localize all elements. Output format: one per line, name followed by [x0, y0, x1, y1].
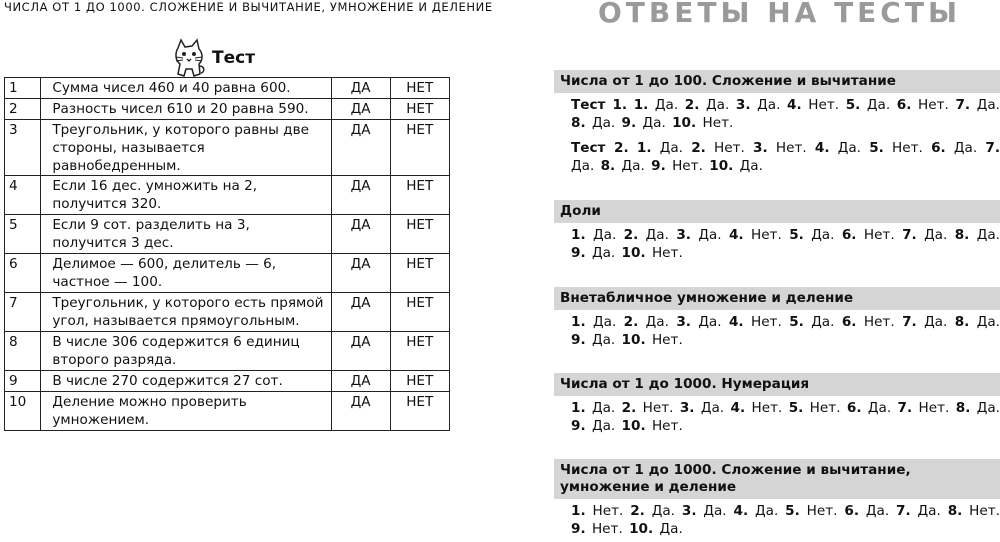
answer-number: 9.	[651, 157, 666, 174]
answer-number: 1.	[636, 140, 652, 156]
answer-number: 9.	[571, 331, 586, 348]
answer-number: 5.	[785, 503, 800, 519]
answer-number: 9.	[571, 417, 586, 434]
answer-number: 6.	[841, 227, 857, 243]
answer-number: 3.	[679, 400, 695, 416]
answer-number: 5.	[845, 97, 861, 113]
answer-number: 6.	[931, 140, 946, 156]
answer-number: 8.	[947, 503, 963, 519]
answer-no: НЕТ	[390, 254, 449, 293]
answer-number: 10.	[629, 520, 654, 537]
answer-yes: ДА	[331, 371, 390, 392]
answer-number: 5.	[789, 314, 804, 330]
row-number: 1	[5, 78, 41, 99]
row-number: 9	[5, 371, 41, 392]
answer-number: 2.	[623, 227, 639, 243]
answer-yes: ДА	[331, 99, 390, 120]
answer-number: 1.	[571, 400, 586, 416]
answer-number: 10.	[621, 331, 646, 348]
answer-no: НЕТ	[390, 176, 449, 215]
row-number: 8	[5, 332, 41, 371]
row-number: 4	[5, 176, 41, 215]
answer-no: НЕТ	[390, 293, 449, 332]
answer-number: 5.	[789, 227, 804, 243]
answer-number: 7.	[902, 314, 917, 330]
answer-no: НЕТ	[390, 120, 449, 176]
answer-line: Тест 1. 1. Да. 2. Да. 3. Да. 4. Нет. 5. Да. 6. Нет. 7. Да. 8. Да. 9. Да. 10. Нет.	[571, 97, 1000, 131]
answer-number: 4.	[787, 97, 802, 113]
answer-yes: ДА	[331, 78, 390, 99]
answer-number: 9.	[571, 244, 586, 261]
answer-number: 8.	[954, 227, 970, 243]
answer-number: 6.	[841, 314, 857, 330]
row-number: 6	[5, 254, 41, 293]
answer-yes: ДА	[331, 176, 390, 215]
question-text: Делимое — 600, делитель — 6, частное — 100.	[41, 254, 331, 293]
answer-line: 1. Да. 2. Да. 3. Да. 4. Нет. 5. Да. 6. Нет. 7. Да. 8. Да. 9. Да. 10. Нет.	[571, 227, 1000, 261]
answer-number: 7.	[896, 503, 911, 519]
answer-number: 10.	[672, 114, 697, 131]
answer-number: 10.	[621, 417, 646, 434]
answer-number: 1.	[571, 314, 586, 330]
table-row	[5, 120, 450, 176]
answer-number: 5.	[788, 400, 804, 416]
question-text: Треугольник, у которого есть прямой угол, называется прямоугольным.	[41, 293, 331, 332]
section-heading: Доли	[554, 200, 1000, 223]
test-table	[4, 77, 450, 431]
answer-number: 10.	[709, 157, 734, 174]
section-heading: Внетабличное умножение и деление	[554, 287, 1000, 310]
answer-number: 8.	[954, 314, 970, 330]
answer-number: 3.	[681, 503, 697, 519]
answer-section	[554, 373, 1000, 439]
answer-number: 1.	[571, 503, 586, 519]
answer-no: НЕТ	[390, 215, 449, 254]
answer-no: НЕТ	[390, 99, 449, 120]
answer-number: 4.	[728, 227, 744, 243]
answer-yes: ДА	[331, 293, 390, 332]
answer-number: 5.	[869, 140, 884, 156]
answer-yes: ДА	[331, 120, 390, 176]
question-text: В числе 306 содержится 6 единиц второго разряда.	[41, 332, 331, 371]
answer-number: 3.	[676, 314, 691, 330]
answer-line: 1. Да. 2. Да. 3. Да. 4. Нет. 5. Да. 6. Нет. 7. Да. 8. Да. 9. Да. 10. Нет.	[571, 314, 1000, 348]
row-number: 2	[5, 99, 41, 120]
answer-line: Тест 2. 1. Да. 2. Нет. 3. Нет. 4. Да. 5. Нет. 6. Да. 7. Да. 8. Да. 9. Нет. 10. Да.	[571, 140, 1000, 174]
answer-number: 9.	[571, 520, 586, 537]
answer-no: НЕТ	[390, 371, 449, 392]
row-number: 7	[5, 293, 41, 332]
table-row	[5, 99, 450, 120]
row-number: 10	[5, 392, 41, 431]
table-row	[5, 392, 450, 431]
row-number: 5	[5, 215, 41, 254]
answer-section	[554, 70, 1000, 179]
table-row	[5, 371, 450, 392]
answer-no: НЕТ	[390, 332, 449, 371]
answer-number: 3.	[753, 140, 768, 156]
cat-mascot-icon	[172, 38, 206, 78]
table-row	[5, 254, 450, 293]
answer-yes: ДА	[331, 392, 390, 431]
answer-number: 2.	[623, 314, 639, 330]
answer-number: 4.	[728, 314, 744, 330]
answer-number: 7.	[955, 97, 971, 113]
answer-number: 1.	[571, 227, 586, 243]
question-text: Треугольник, у которого равны две стороны, называется равнобедренным.	[41, 120, 331, 176]
section-heading: Числа от 1 до 1000. Сложение и вычитание, умножение и деление	[554, 459, 1000, 499]
answer-no: НЕТ	[390, 78, 449, 99]
question-text: Сумма чисел 460 и 40 равна 600.	[41, 78, 331, 99]
test-heading	[172, 36, 255, 80]
answer-number: 2.	[621, 400, 637, 416]
answer-number: 7.	[897, 400, 913, 416]
answer-no: НЕТ	[390, 392, 449, 431]
row-number: 3	[5, 120, 41, 176]
answer-number: 8.	[955, 400, 971, 416]
answer-number: 3.	[735, 97, 751, 113]
answer-number: 6.	[844, 503, 859, 519]
running-head: ЧИСЛА ОТ 1 ДО 1000. СЛОЖЕНИЕ И ВЫЧИТАНИЕ, УМНОЖЕНИЕ И ДЕЛЕНИЕ	[4, 0, 493, 14]
test-prefix: Тест 2.	[571, 140, 629, 156]
answer-number: 6.	[896, 97, 912, 113]
answer-yes: ДА	[331, 332, 390, 371]
answer-number: 2.	[630, 503, 645, 519]
answer-line: 1. Нет. 2. Да. 3. Да. 4. Да. 5. Нет. 6. Да. 7. Да. 8. Нет. 9. Нет. 10. Да.	[571, 503, 1000, 537]
answer-number: 2.	[684, 97, 700, 113]
answer-number: 6.	[846, 400, 862, 416]
section-heading: Числа от 1 до 100. Сложение и вычитание	[554, 70, 1000, 93]
answer-number: 10.	[621, 244, 646, 261]
question-text: Если 9 сот. разделить на 3, получится 3 дес.	[41, 215, 331, 254]
answer-number: 7.	[902, 227, 917, 243]
answer-line: 1. Да. 2. Нет. 3. Да. 4. Нет. 5. Нет. 6. Да. 7. Нет. 8. Да. 9. Да. 10. Нет.	[571, 400, 1000, 434]
answer-section	[554, 287, 1000, 353]
answer-yes: ДА	[331, 215, 390, 254]
table-row	[5, 215, 450, 254]
answer-number: 4.	[814, 140, 830, 156]
question-text: В числе 270 содержится 27 сот.	[41, 371, 331, 392]
left-page	[0, 0, 493, 536]
answer-number: 2.	[691, 140, 706, 156]
section-heading: Числа от 1 до 1000. Нумерация	[554, 373, 1000, 396]
answer-number: 8.	[600, 157, 616, 174]
table-row	[5, 293, 450, 332]
answer-number: 3.	[676, 227, 691, 243]
answer-number: 7.	[985, 140, 1000, 156]
table-row	[5, 78, 450, 99]
answers-title: ОТВЕТЫ НА ТЕСТЫ	[598, 0, 961, 29]
answer-yes: ДА	[331, 254, 390, 293]
answer-number: 8.	[571, 114, 586, 131]
table-row	[5, 332, 450, 371]
answer-number: 9.	[621, 114, 637, 131]
answer-number: 1.	[633, 97, 649, 113]
question-text: Разность чисел 610 и 20 равна 590.	[41, 99, 331, 120]
question-text: Деление можно проверить умножением.	[41, 392, 331, 431]
table-row	[5, 176, 450, 215]
question-text: Если 16 дес. умножить на 2, получится 320.	[41, 176, 331, 215]
test-prefix: Тест 1.	[571, 97, 628, 113]
right-page	[554, 0, 1000, 536]
answer-section	[554, 459, 1000, 542]
answer-section	[554, 200, 1000, 266]
test-label: Тест	[212, 48, 256, 68]
answer-number: 4.	[733, 503, 749, 519]
answer-number: 4.	[730, 400, 746, 416]
